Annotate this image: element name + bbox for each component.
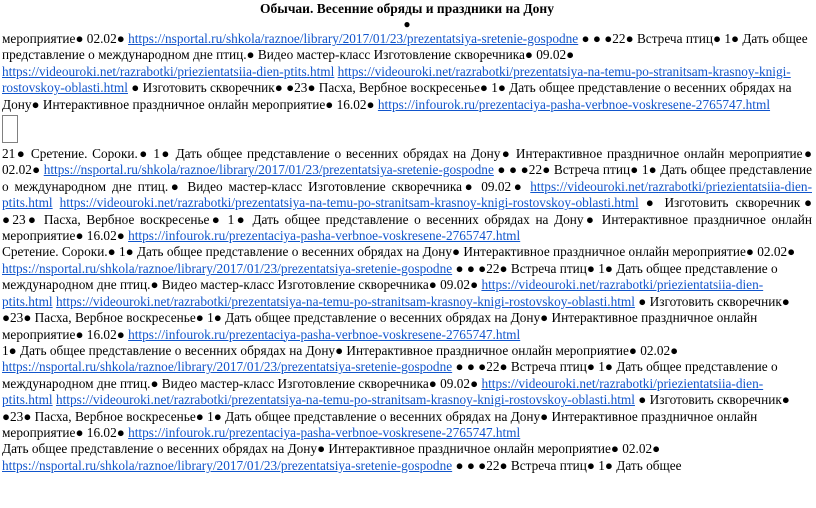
link-skvorechnik[interactable]: https://videouroki.net/razrabotki/prezentatsiya-na-temu-po-stranitsam-krasnoy-knigi-rostovskoy-oblasti.html [2,63,791,96]
text-segment: ● Изготовить скворечник● ●23● Пасха, Вербное воскресенье● 1● Дать общее представление о весенних обрядах на Дону● Интерактивное праздничное онлайн мероприятие● 16.02● [2,195,812,244]
link-ptits[interactable]: https://videouroki.net/razrabotki/priezientatsiia-dien-ptits.html [2,178,812,211]
paragraph-2 [2,146,812,244]
paragraph-3 [2,244,812,342]
text-segment: Дать общее представление о весенних обрядах на Дону● Интерактивное праздничное онлайн [2,441,538,457]
link-verbnoe[interactable]: https://infourok.ru/prezentaciya-pasha-verbnoe-voskresene-2765747.html [128,424,521,440]
text-segment: Сретение. Сороки.● 1● Дать общее представление о весенних обрядах на Дону● Интерактивное праздничное онлайн [2,244,673,260]
text-segment: ● ● ●22● Встреча птиц● 1● Дать общее представление о международном дне птиц.● Видео мастер-класс Изготовление скворечника● 09.02● [2,260,778,293]
link-verbnoe[interactable]: https://infourok.ru/prezentaciya-pasha-verbnoe-voskresene-2765747.html [128,228,521,244]
empty-image-placeholder [2,115,18,143]
text-segment: ● ● ●22● Встреча птиц● 1● Дать общее представление о международном дне птиц.● Видео мастер-класс Изготовление скворечника● 09.02● [2,359,778,391]
link-verbnoe[interactable]: https://infourok.ru/prezentaciya-pasha-verbnoe-voskresene-2765747.html [128,326,521,342]
text-segment: ● Изготовить скворечник● ●23● Пасха, Вербное воскресенье● 1● Дать общее представление о весенних обрядах на Дону● Интерактивное праздничное онлайн мероприятие● 16.02● [2,293,790,342]
link-sretenie[interactable]: https://nsportal.ru/shkola/raznoe/library/2017/01/23/prezentatsiya-sretenie-gospodne [2,359,453,375]
link-ptits[interactable]: https://videouroki.net/razrabotki/priezientatsiia-dien-ptits.html [2,277,764,309]
text-segment: мероприятие● 02.02● [672,244,796,260]
link-sretenie[interactable]: https://nsportal.ru/shkola/raznoe/library/2017/01/23/prezentatsiya-sretenie-gospodne [43,162,494,178]
link-ptits[interactable]: https://videouroki.net/razrabotki/priezientatsiia-dien-ptits.html [2,375,764,408]
title-bullet: ● [403,17,411,31]
link-sretenie[interactable]: https://nsportal.ru/shkola/raznoe/library/2017/01/23/prezentatsiya-sretenie-gospodne [2,457,453,473]
text-segment: мероприятие● 02.02● [2,146,812,178]
link-ptits[interactable]: https://videouroki.net/razrabotki/priezientatsiia-dien-ptits.html [2,63,335,79]
paragraph-4 [2,343,812,441]
text-segment: мероприятие● 02.02● [555,342,679,358]
text-segment: мероприятие● 02.02● [2,31,129,46]
text-segment: 1● Дать общее представление о весенних обрядах на Дону● Интерактивное праздничное онлайн [2,342,556,358]
text-segment [53,195,60,210]
document-title: Обычаи. Весенние обряды и праздники на Дону [260,1,554,16]
text-segment: ● Изготовить скворечник● ●23● Пасха, Вербное воскресенье● 1● Дать общее представление о весенних обрядах на Дону● Интерактивное праздничное онлайн мероприятие● 16.02● [2,392,790,440]
text-segment: ● ● ●22● Встреча птиц● 1● Дать общее [452,457,682,473]
link-skvorechnik[interactable]: https://videouroki.net/razrabotki/prezentatsiya-na-temu-po-stranitsam-krasnoy-knigi-rostovskoy-oblasti.html [59,195,639,211]
paragraph-5 [2,441,812,474]
text-segment: ● ● ●22● Встреча птиц● 1● Дать общее представление о международном дне птиц.● Видео мастер-класс Изготовление скворечника● 09.02● [2,162,812,194]
paragraph-1 [2,31,812,113]
link-verbnoe[interactable]: https://infourok.ru/prezentaciya-pasha-verbnoe-voskresene-2765747.html [377,96,771,112]
text-segment: ● ● ●22● Встреча птиц● 1● Дать общее представление о международном дне птиц.● Видео мастер-класс Изготовление скворечника● 09.02● [2,31,808,63]
link-sretenie[interactable]: https://nsportal.ru/shkola/raznoe/library/2017/01/23/prezentatsiya-sretenie-gospodne [128,31,579,46]
text-segment: ● Изготовить скворечник● ●23● Пасха, Вербное воскресенье● 1● Дать общее представление о весенних обрядах на Дону● Интерактивное праздничное онлайн мероприятие● 16.02● [2,80,792,112]
text-segment: мероприятие● 02.02● [537,441,661,457]
link-skvorechnik[interactable]: https://videouroki.net/razrabotki/prezentatsiya-na-temu-po-stranitsam-krasnoy-knigi-rostovskoy-oblasti.html [55,293,635,309]
link-skvorechnik[interactable]: https://videouroki.net/razrabotki/prezentatsiya-na-temu-po-stranitsam-krasnoy-knigi-rostovskoy-oblasti.html [55,392,635,408]
text-segment: 21● Сретение. Сороки.● 1● Дать общее представление о весенних обрядах на Дону● Интерактивное праздничное онлайн [2,146,730,162]
link-sretenie[interactable]: https://nsportal.ru/shkola/raznoe/library/2017/01/23/prezentatsiya-sretenie-gospodne [2,260,453,276]
